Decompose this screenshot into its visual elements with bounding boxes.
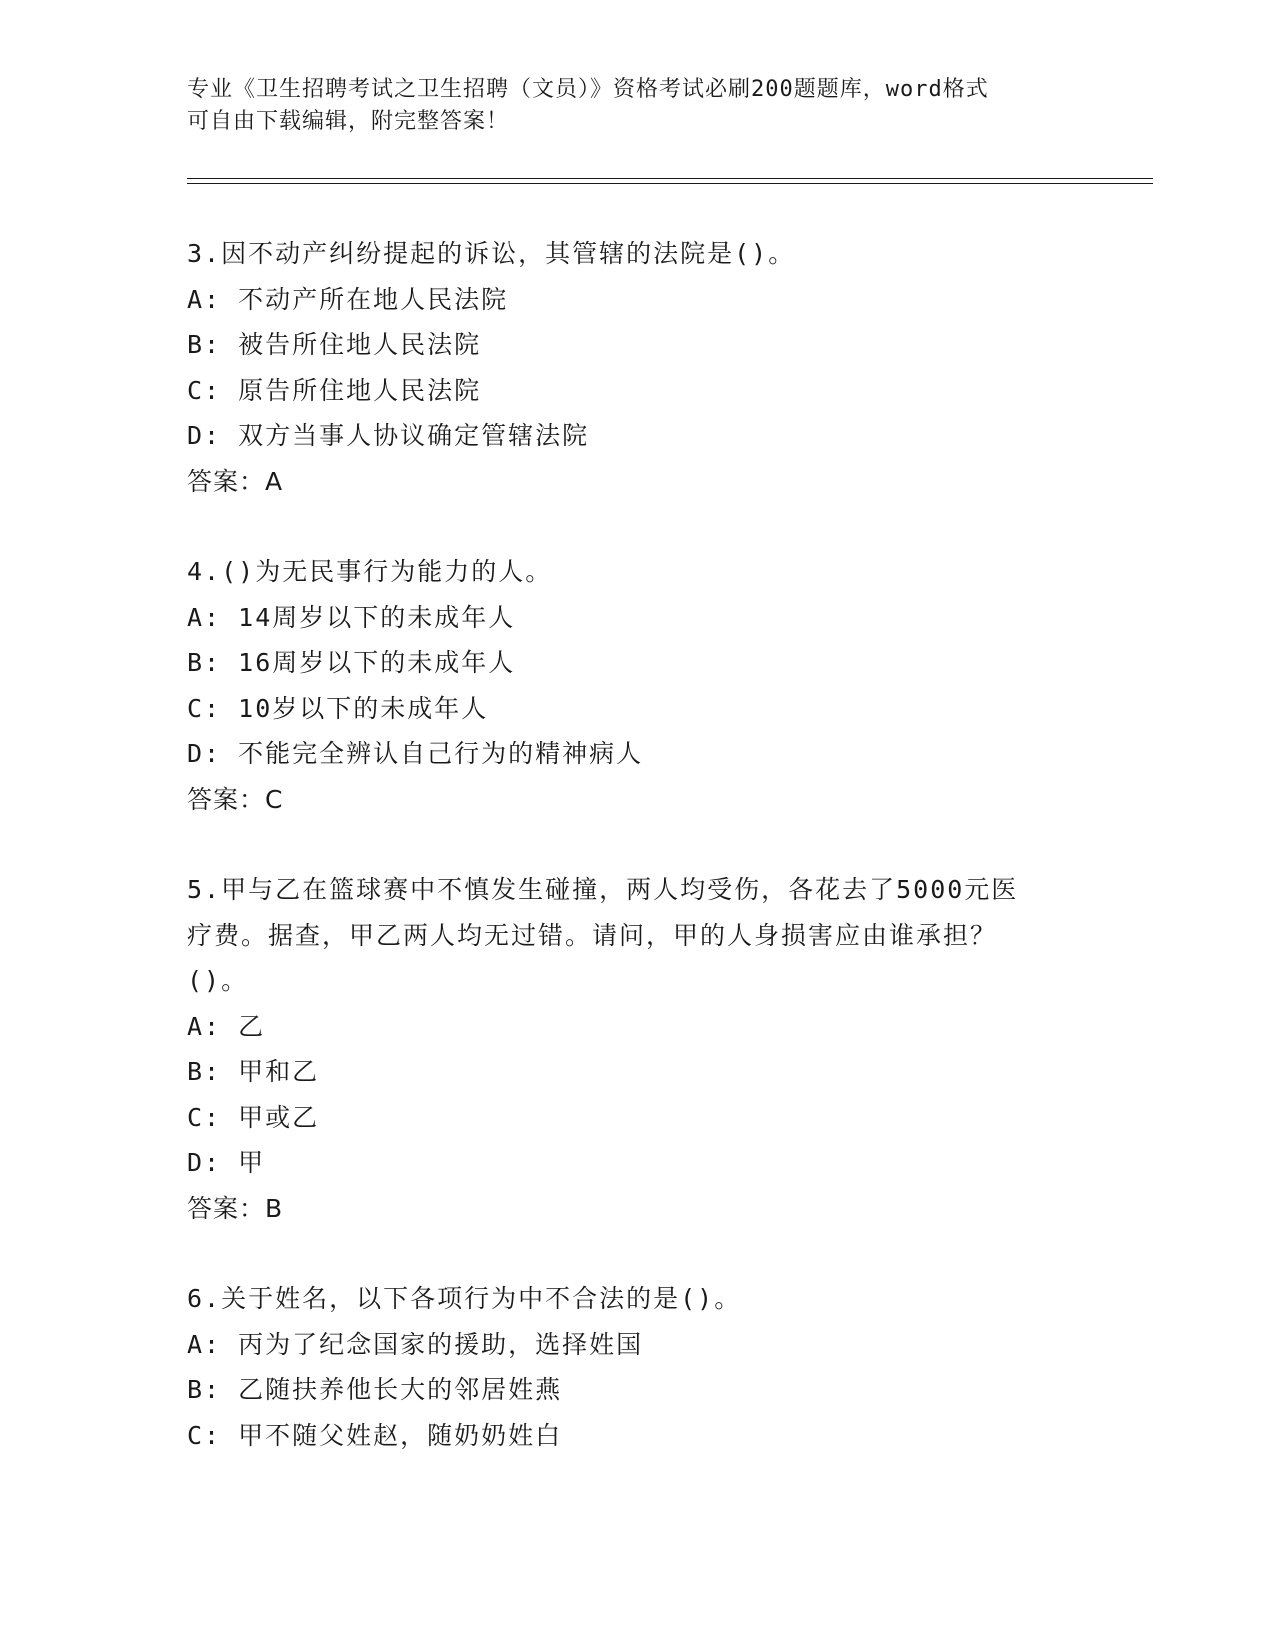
question-4 (187, 549, 1087, 822)
question-stem-line-2: 疗费。据查，甲乙两人均无过错。请问，甲的人身损害应由谁承担？ (187, 920, 998, 950)
option-a: A: 14周岁以下的未成年人 (187, 602, 516, 632)
answer: 答案：A (187, 466, 284, 496)
header-line-1: 专业《卫生招聘考试之卫生招聘（文员）》资格考试必刷200题题库，word格式 (187, 77, 989, 102)
header-divider-bottom (187, 183, 1153, 184)
option-b: B: 乙随扶养他长大的邻居姓燕 (187, 1375, 563, 1404)
question-5 (187, 867, 1087, 1231)
header-line-2: 可自由下载编辑，附完整答案！ (187, 109, 510, 134)
option-d: D: 不能完全辨认自己行为的精神病人 (187, 739, 644, 768)
option-d: D: 甲 (187, 1148, 266, 1177)
option-c: C: 10岁以下的未成年人 (187, 693, 489, 723)
question-stem: 3.因不动产纠纷提起的诉讼，其管辖的法院是()。 (187, 239, 796, 268)
question-stem-line-1: 5.甲与乙在篮球赛中不慎发生碰撞，两人均受伤，各花去了5000元医 (187, 875, 1019, 904)
question-6 (187, 1276, 1087, 1458)
question-list (187, 231, 1087, 1458)
question-stem: 6.关于姓名，以下各项行为中不合法的是()。 (187, 1284, 742, 1313)
document-header (187, 74, 1067, 138)
option-c: C: 甲不随父姓赵，随奶奶姓白 (187, 1420, 563, 1450)
question-stem-line-3: ()。 (187, 966, 249, 995)
answer: 答案：C (187, 784, 284, 814)
option-d: D: 双方当事人协议确定管辖法院 (187, 421, 590, 450)
question-stem: 4.()为无民事行为能力的人。 (187, 557, 553, 586)
option-b: B: 甲和乙 (187, 1057, 320, 1086)
header-divider-top (187, 178, 1153, 179)
option-c: C: 原告所住地人民法院 (187, 375, 482, 405)
answer: 答案：B (187, 1193, 284, 1223)
option-a: A: 不动产所在地人民法院 (187, 284, 509, 314)
question-3 (187, 231, 1087, 504)
option-a: A: 乙 (187, 1011, 266, 1041)
option-a: A: 丙为了纪念国家的援助，选择姓国 (187, 1329, 644, 1359)
option-b: B: 被告所住地人民法院 (187, 330, 482, 359)
option-c: C: 甲或乙 (187, 1102, 320, 1132)
option-b: B: 16周岁以下的未成年人 (187, 648, 516, 677)
